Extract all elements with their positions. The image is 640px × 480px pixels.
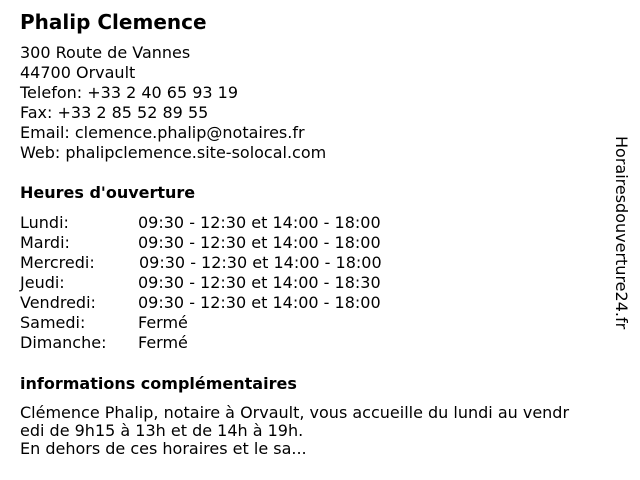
day-label: Mardi: [20,233,70,252]
site-watermark [612,136,630,368]
city-postcode: 44700 Orvault [20,63,136,82]
street-address: 300 Route de Vannes [20,43,191,62]
day-hours: 09:30 - 12:30 et 14:00 - 18:00 [138,213,381,232]
day-hours: 09:30 - 12:30 et 14:00 - 18:00 [138,293,381,312]
day-label: Mercredi: [20,253,95,272]
day-label: Jeudi: [20,273,65,292]
contact-block [20,43,326,163]
phone-number: Telefon: +33 2 40 65 93 19 [20,83,239,102]
day-hours: Fermé [138,333,188,352]
info-line: Clémence Phalip, notaire à Orvault, vous accueille du lundi au vendr [20,404,570,422]
info-line: En dehors de ces horaires et le sa... [20,439,307,458]
website: Web: phalipclemence.site-solocal.com [20,143,327,162]
day-label: Lundi: [20,213,69,232]
info-line: edi de 9h15 à 13h et de 14h à 19h. [20,421,304,440]
opening-hours-heading: Heures d'ouverture [20,183,196,202]
day-hours: 09:30 - 12:30 et 14:00 - 18:00 [139,253,382,272]
fax-number: Fax: +33 2 85 52 89 55 [20,103,209,122]
day-hours: 09:30 - 12:30 et 14:00 - 18:30 [138,273,381,292]
watermark-text: Horairesdouverture24.fr [612,136,631,330]
additional-info-heading: informations complémentaires [20,374,297,393]
email-address: Email: clemence.phalip@notaires.fr [20,123,305,142]
business-name: Phalip Clemence [20,10,207,34]
day-label: Samedi: [20,313,86,332]
day-label: Vendredi: [20,293,96,312]
day-hours: 09:30 - 12:30 et 14:00 - 18:00 [138,233,381,252]
day-label: Dimanche: [20,333,107,352]
additional-info-text [20,404,620,458]
day-hours: Fermé [138,313,188,332]
